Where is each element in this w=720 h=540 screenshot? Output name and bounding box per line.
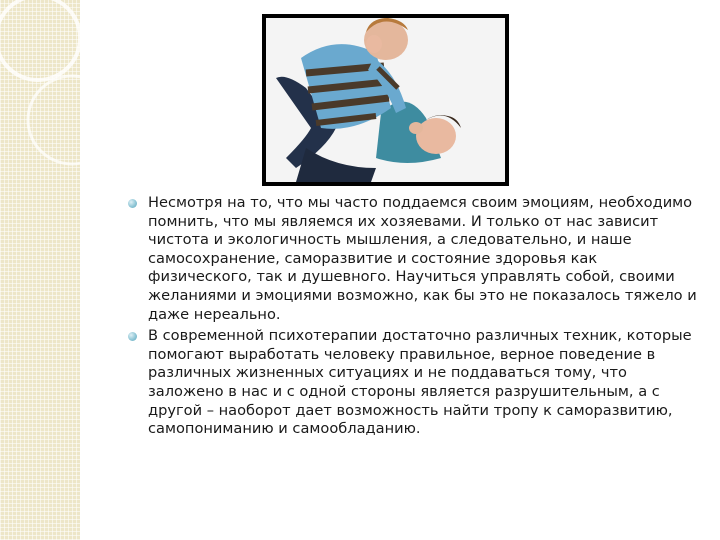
bullet-text: В современной психотерапии достаточно различных техник, которые помогают выработать человеку правильное, верное поведение в различных жизненных ситуациях и не поддаваться тому, что заложено в нас и с одной стороны является разрушительным, а с другой – наоборот дает возможность найти тропу к саморазвитию, самопониманию и самообладанию. [148,327,692,438]
bullet-item [128,194,698,324]
bullet-item [128,327,698,439]
bullet-text: Несмотря на то, что мы часто поддаемся своим эмоциям, необходимо помнить, что мы являемся их хозяевами. И только от нас зависит чистота и экологичность мышления, а следовательно, и наше самосохранение, саморазвитие и состояние здоровья как физического, так и душевного. Научиться управлять собой, своими желаниями и эмоциями возможно, как бы это не показалось тяжело и даже нереально. [148,194,697,323]
photo-frame [262,14,509,186]
decorative-circles [0,0,80,540]
bullet-dot-icon [128,199,137,208]
decorative-side-strip [0,0,80,540]
children-fighting-photo [266,18,505,182]
bullet-list [128,194,698,442]
bullet-dot-icon [128,332,137,341]
